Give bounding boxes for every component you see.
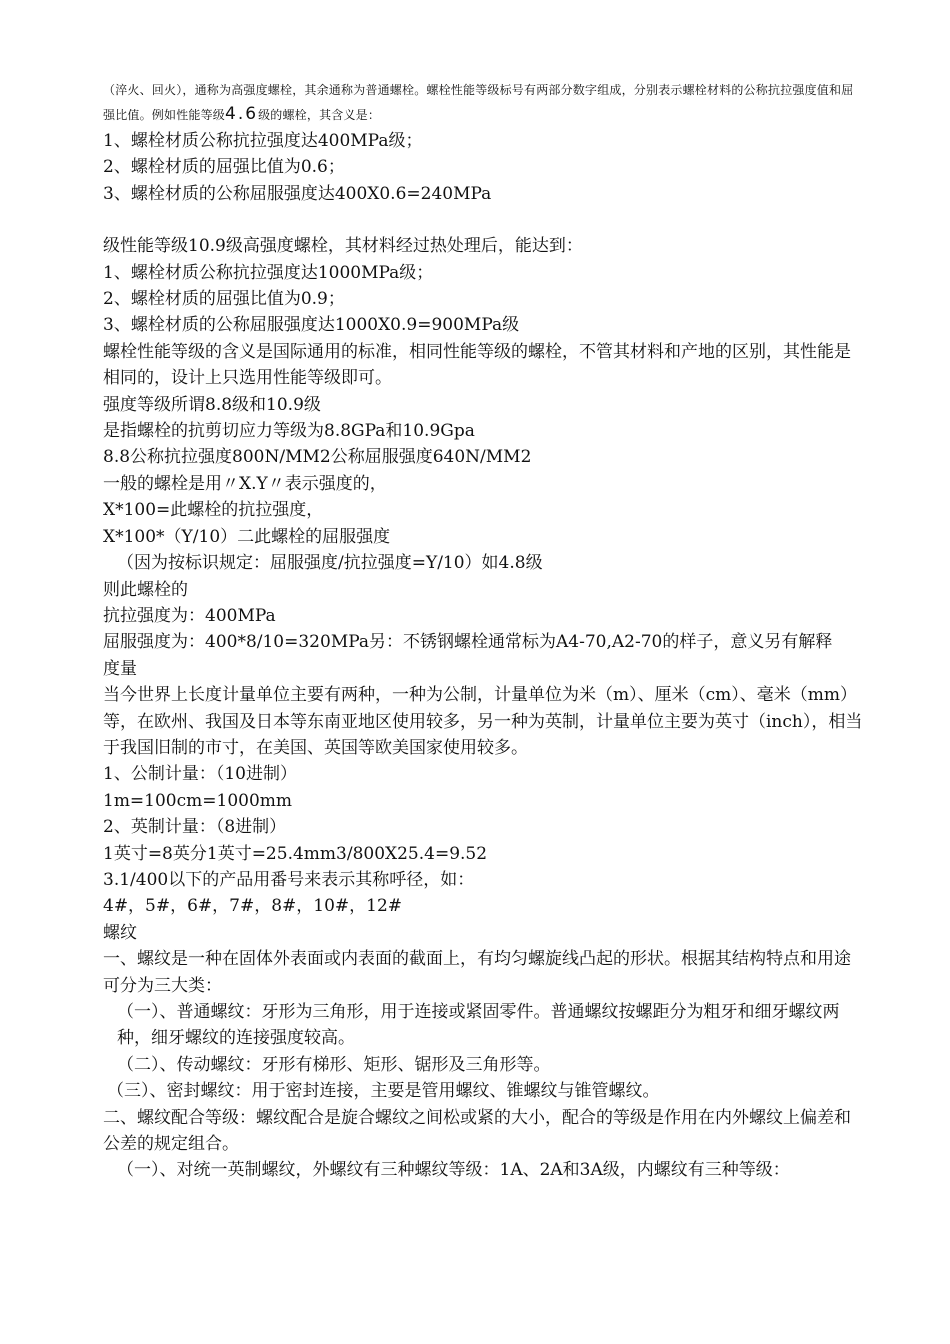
thread-type-sealing: （三）、密封螺纹：用于密封连接，主要是管用螺纹、锥螺纹与锥管螺纹。 xyxy=(107,1081,660,1102)
intro-text-2: 级的螺栓，其含义是： xyxy=(258,108,381,122)
document-body xyxy=(103,128,865,1184)
text-line: 1英寸=8英分1英寸=25.4mm3/800X25.4=9.52 xyxy=(103,843,488,864)
section-heading: 螺纹 xyxy=(103,922,137,943)
text-line: 2、英制计量：（8进制） xyxy=(103,817,287,838)
intro-paragraph xyxy=(103,78,865,127)
text-paragraph: （一）、对统一英制螺纹，外螺纹有三种螺纹等级：1A、2A和3A级，内螺纹有三种等级： xyxy=(117,1160,790,1181)
text-line: X*100=此螺栓的抗拉强度， xyxy=(103,500,324,521)
text-paragraph: 二、螺纹配合等级：螺纹配合是旋合螺纹之间松或紧的大小，配合的等级是作用在内外螺纹上偏差和公差的规定组合。 xyxy=(103,1107,851,1155)
text-line: 4#，5#，6#，7#，8#，10#，12# xyxy=(103,896,403,917)
text-line: 8.8公称抗拉强度800N/MM2公称屈服强度640N/MM2 xyxy=(103,447,532,468)
section-heading: 度量 xyxy=(103,658,137,679)
text-line: 是指螺栓的抗剪切应力等级为8.8GPa和10.9Gpa xyxy=(103,421,475,442)
text-paragraph: 一、螺纹是一种在固体外表面或内表面的截面上，有均匀螺旋线凸起的形状。根据其结构特点和用途可分为三大类： xyxy=(103,949,851,996)
text-line: 2、螺栓材质的屈强比值为0.6； xyxy=(103,157,345,178)
text-paragraph: 当今世界上长度计量单位主要有两种，一种为公制，计量单位为米（m）、厘米（cm）、毫米（mm）等，在欧州、我国及日本等东南亚地区使用较多，另一种为英制，计量单位主要为英寸（inch），相当于我国旧制的市寸，在美国、英国等欧美国家使用较多。 xyxy=(103,685,863,758)
text-line: 3、螺栓材质的公称屈服强度达400X0.6=240MPa xyxy=(103,183,492,204)
text-line: 则此螺栓的 xyxy=(103,579,188,600)
blank-line xyxy=(103,207,865,233)
text-line: 1、螺栓材质公称抗拉强度达400MPa级； xyxy=(103,131,423,151)
text-line: X*100*（Y/10）二此螺栓的屈服强度 xyxy=(103,526,391,547)
text-line: 强度等级所谓8.8级和10.9级 xyxy=(103,394,321,415)
text-paragraph: 螺栓性能等级的含义是国际通用的标准，相同性能等级的螺栓，不管其材料和产地的区别，其性能是相同的，设计上只选用性能等级即可。 xyxy=(103,341,851,389)
grade-number: 4.6 xyxy=(225,104,259,124)
thread-type-transmission: （二）、传动螺纹：牙形有梯形、矩形、锯形及三角形等。 xyxy=(117,1054,551,1075)
text-line: 级性能等级10.9级高强度螺栓，其材料经过热处理后，能达到： xyxy=(103,236,583,257)
text-line: 一般的螺栓是用〃X.Y〃表示强度的， xyxy=(103,473,387,494)
text-line: 3.1/400以下的产品用番号来表示其称呼径，如： xyxy=(103,869,475,890)
text-line: 2、螺栓材质的屈强比值为0.9； xyxy=(103,289,345,310)
thread-type-general: （一）、普通螺纹：牙形为三角形，用于连接或紧固零件。普通螺纹按螺距分为粗牙和细牙螺纹两种，细牙螺纹的连接强度较高。 xyxy=(117,1002,840,1049)
text-line: 1m=100cm=1000mm xyxy=(103,790,293,811)
text-line: 3、螺栓材质的公称屈服强度达1000X0.9=900MPa级 xyxy=(103,315,520,336)
text-line: 1、螺栓材质公称抗拉强度达1000MPa级； xyxy=(103,262,434,283)
text-paragraph: 屈服强度为：400*8/10=320MPa另：不锈钢螺栓通常标为A4-70,A2-70的样子，意义另有解释 xyxy=(103,632,833,653)
text-line: 1、公制计量：（10进制） xyxy=(103,764,297,785)
intro-text-1: （淬火、回火），通称为高强度螺栓，其余通称为普通螺栓。螺栓性能等级标号有两部分数字组成，分别表示螺栓材料的公称抗拉强度值和屈强比值。例如性能等级 xyxy=(103,83,854,122)
text-line-indented: （因为按标识规定：屈服强度/抗拉强度=Y/10）如4.8级 xyxy=(117,553,543,574)
text-line: 抗拉强度为：400MPa xyxy=(103,605,276,626)
